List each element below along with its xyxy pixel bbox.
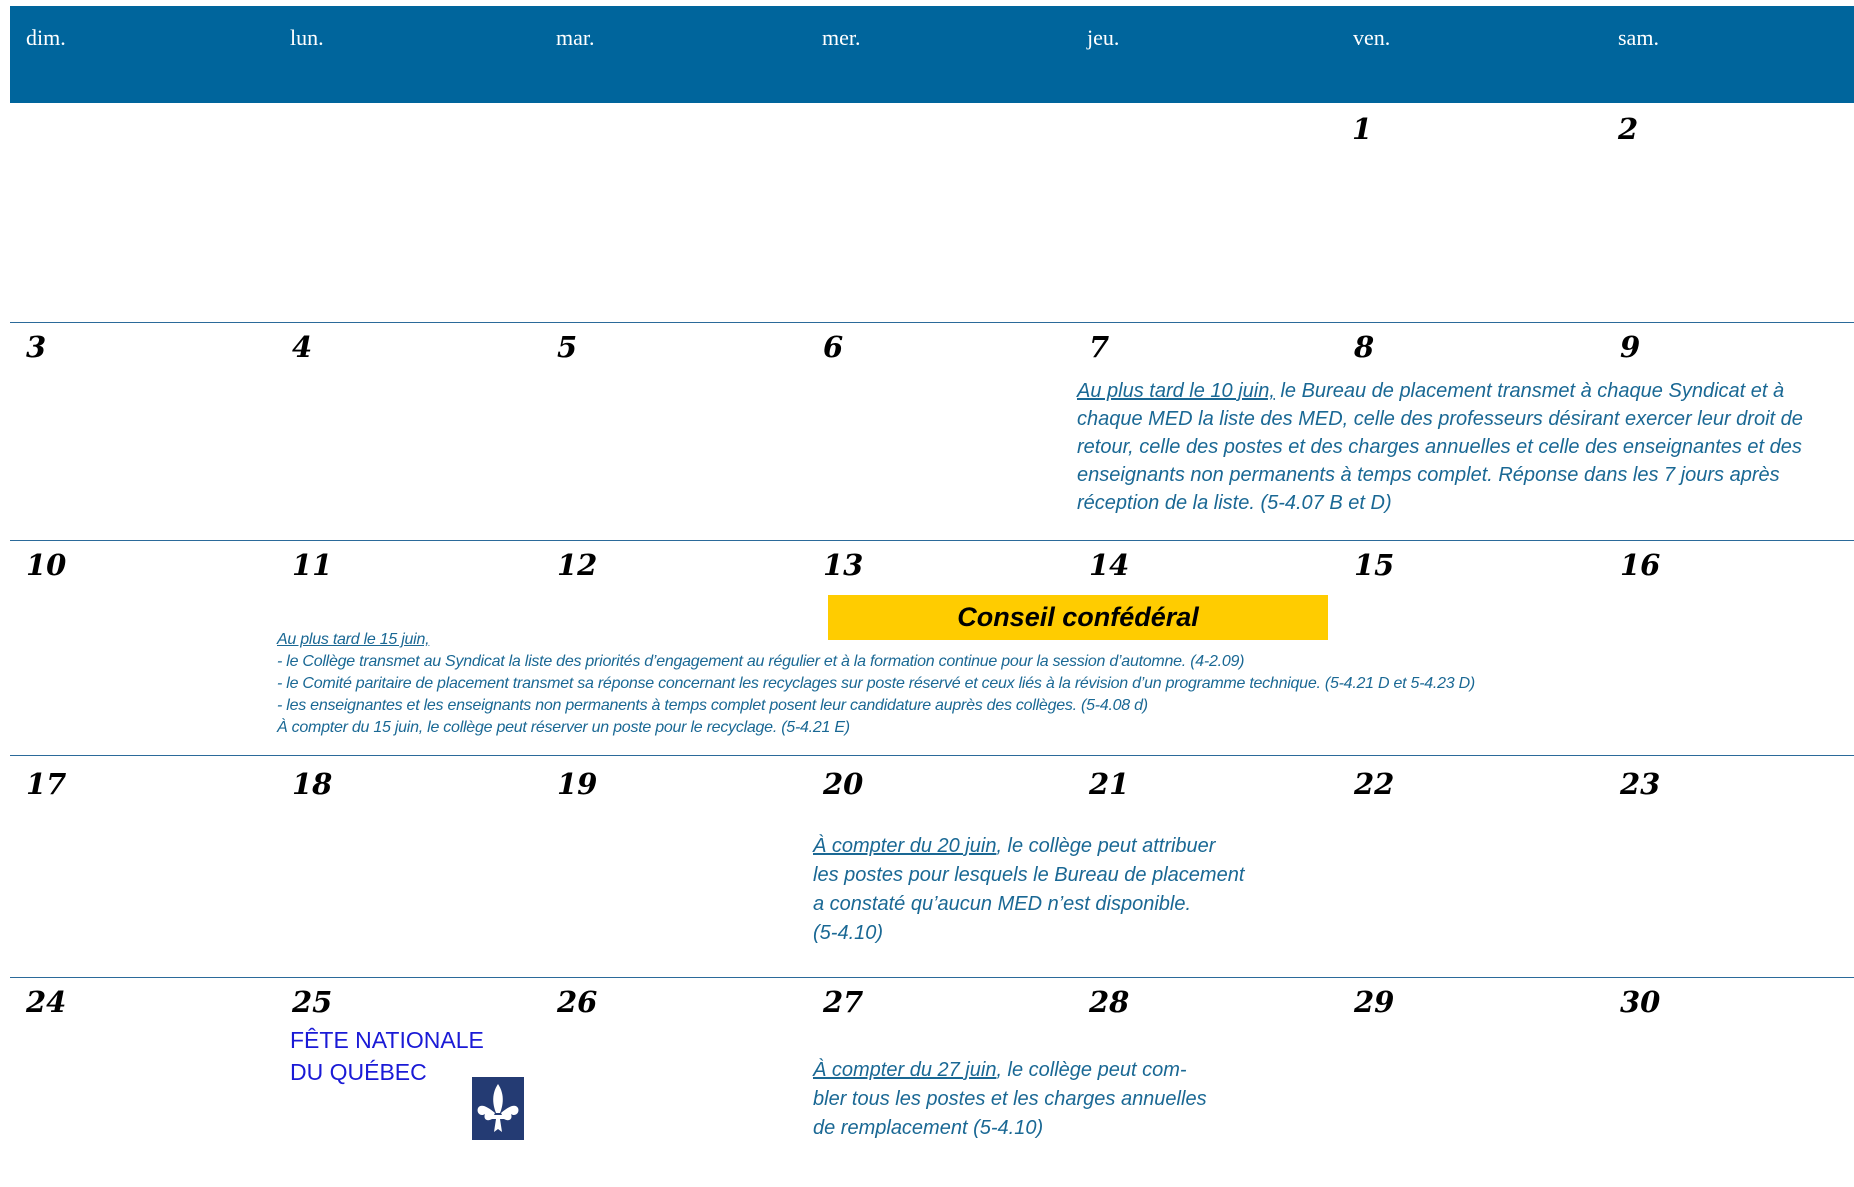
note-line: le Bureau de placement transmet à chaque Syndicat et à (1274, 380, 1785, 402)
holiday-line: DU QUÉBEC (290, 1059, 427, 1085)
week-divider (10, 977, 1854, 978)
note-lead: Au plus tard le 10 juin, (1077, 380, 1275, 402)
conseil-confederal-banner: Conseil confédéral (828, 595, 1328, 640)
day-number: 18 (292, 767, 333, 801)
day-number: 11 (292, 548, 333, 582)
note-line: , le collège peut com- (996, 1059, 1187, 1081)
day-number: 10 (26, 548, 67, 582)
day-number: 27 (823, 985, 864, 1019)
note-priorities-list (277, 629, 1854, 739)
weekday-tuesday: mar. (556, 25, 595, 50)
day-number: 23 (1620, 767, 1661, 801)
fleur-de-lis-icon (472, 1077, 524, 1140)
note-line: (5-4.10) (813, 922, 884, 944)
note-lead: À compter du 27 juin (813, 1059, 997, 1081)
note-line: de remplacement (5-4.10) (813, 1117, 1044, 1139)
week-divider (10, 755, 1854, 756)
day-number: 6 (823, 330, 844, 364)
note-post-attribution (813, 832, 1333, 948)
note-lead: À compter du 20 juin (813, 835, 997, 857)
weekday-friday: ven. (1353, 25, 1391, 50)
weekday-saturday: sam. (1618, 25, 1659, 50)
day-number: 15 (1354, 548, 1395, 582)
weekday-thursday: jeu. (1087, 25, 1120, 50)
day-number: 2 (1618, 112, 1639, 146)
day-number: 17 (26, 767, 67, 801)
note-lead: Au plus tard le 15 juin, (277, 631, 430, 648)
day-number: 30 (1620, 985, 1661, 1019)
day-number: 3 (26, 330, 47, 364)
day-number: 9 (1620, 330, 1641, 364)
note-line: À compter du 15 juin, le collège peut réserver un poste pour le recyclage. (5-4.21 E) (277, 719, 850, 736)
day-number: 19 (557, 767, 598, 801)
day-number: 21 (1089, 767, 1130, 801)
note-fill-positions (813, 1056, 1333, 1143)
note-line: enseignants non permanents à temps complet. Réponse dans les 7 jours après (1077, 464, 1780, 486)
day-number: 28 (1089, 985, 1130, 1019)
note-line: - les enseignantes et les enseignants non permanents à temps complet posent leur candidature auprès des collèges. (5-4.08 d) (277, 697, 1148, 714)
weekday-wednesday: mer. (822, 25, 861, 50)
weekday-monday: lun. (290, 25, 324, 50)
day-number: 22 (1354, 767, 1395, 801)
week-divider (10, 322, 1854, 323)
day-number: 4 (292, 330, 313, 364)
day-number: 16 (1620, 548, 1661, 582)
note-line: a constaté qu’aucun MED n’est disponible. (813, 893, 1192, 915)
holiday-label (290, 1024, 484, 1088)
week-divider (10, 540, 1854, 541)
day-number: 24 (26, 985, 67, 1019)
note-placement-list (1077, 377, 1854, 517)
day-number: 13 (823, 548, 864, 582)
note-line: réception de la liste. (5-4.07 B et D) (1077, 492, 1392, 514)
note-line: bler tous les postes et les charges annuelles (813, 1088, 1207, 1110)
note-line: , le collège peut attribuer (996, 835, 1216, 857)
weekday-sunday: dim. (26, 25, 66, 50)
day-number: 14 (1089, 548, 1130, 582)
day-number: 8 (1354, 330, 1375, 364)
day-number: 12 (557, 548, 598, 582)
day-number: 5 (557, 330, 578, 364)
holiday-line: FÊTE NATIONALE (290, 1027, 484, 1053)
note-line: - le Comité paritaire de placement transmet sa réponse concernant les recyclages sur poste réservé et ceux liés à la révision d’un programme technique. (5-4.21 D et 5-4.23 D) (277, 675, 1475, 692)
note-line: chaque MED la liste des MED, celle des professeurs désirant exercer leur droit de (1077, 408, 1803, 430)
weekday-header-bar (10, 6, 1854, 103)
day-number: 29 (1354, 985, 1395, 1019)
note-line: - le Collège transmet au Syndicat la liste des priorités d’engagement au régulier et à la formation continue pour la session d’automne. (4-2.09) (277, 653, 1245, 670)
note-line: les postes pour lesquels le Bureau de placement (813, 864, 1245, 886)
day-number: 26 (557, 985, 598, 1019)
day-number: 1 (1352, 112, 1373, 146)
day-number: 20 (823, 767, 864, 801)
day-number: 25 (292, 985, 333, 1019)
note-line: retour, celle des postes et des charges annuelles et celle des enseignantes et des (1077, 436, 1802, 458)
day-number: 7 (1089, 330, 1110, 364)
